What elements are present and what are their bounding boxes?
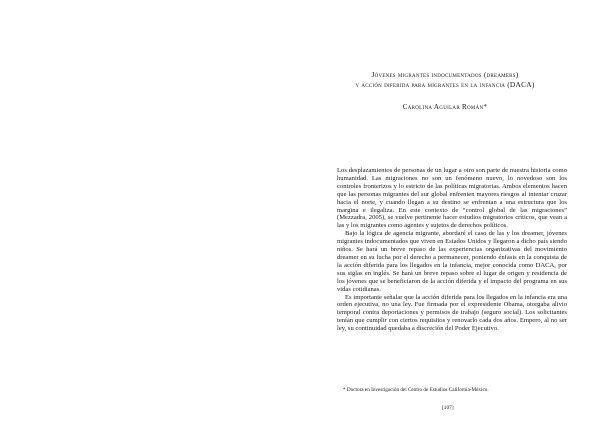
chapter-title-line-1: Jóvenes migrantes indocumentados (dreamers) [371,70,519,79]
chapter-title [300,70,590,90]
footnote: * Doctora en Investigación del Centro de Estudios California-México. [343,387,489,393]
chapter-title-line-2: y acción diferida para migrantes en la infancia (DACA) [355,80,535,89]
paragraph-2: Bajo la lógica de agencia migrante, abordaré el caso de las y los dreamer, jóvenes migrantes indocumentados que viven en Estados Unidos y llegaron a dicho país siendo niños. Se hará un breve repaso de las experiencias organizativas del movimiento dreamer en su lucha por el derecho a permanecer, poniendo énfasis en la conquista de la acción diferida para los llegados en la infancia, mejor conocida como DACA, por sus siglas en inglés. Se hará un breve repaso sobre el lugar de origen y residencia de los jóvenes que se beneficiaron de la acción diferida y el impacto del programa en sus vidas cotidianas. [337,230,567,293]
paragraph-3: Es importante señalar que la acción diferida para los llegados en la infancia era una orden ejecutiva, no una ley. Fue firmada por el expresidente Obama, otorgaba alivio temporal contra deportaciones y permisos de trabajo (seguro social). Los solicitantes tenían que cumplir con ciertos requisitos y renovarlo cada dos años. Empero, al no ser ley, su continuidad quedaba a discreción del Poder Ejecutivo. [337,293,567,333]
body-text [337,167,567,333]
page-number: [107] [442,405,454,411]
paragraph-1: Los desplazamientos de personas de un lugar a otro son parte de nuestra historia como humanidad. Las migraciones no son un fenómeno nuevo, lo novedoso son los controles fronterizos y lo estricto de las políticas migratorias. Ambos elementos hacen que las personas migrantes del sur global enfrenten mayores riesgos al intentar cruzar hacia el norte, y cuando llegan a su destino se enfrentan a una estructura que los margina e ilegaliza. En este contexto de “control global de las migraciones” (Mezzadra, 2005), se vuelve pertinente hacer estudios migratorios críticos, que vean a las y los migrantes como agentes y sujetos de derechos políticos. [337,167,567,230]
author-name: Carolina Aguilar Román* [402,103,488,111]
